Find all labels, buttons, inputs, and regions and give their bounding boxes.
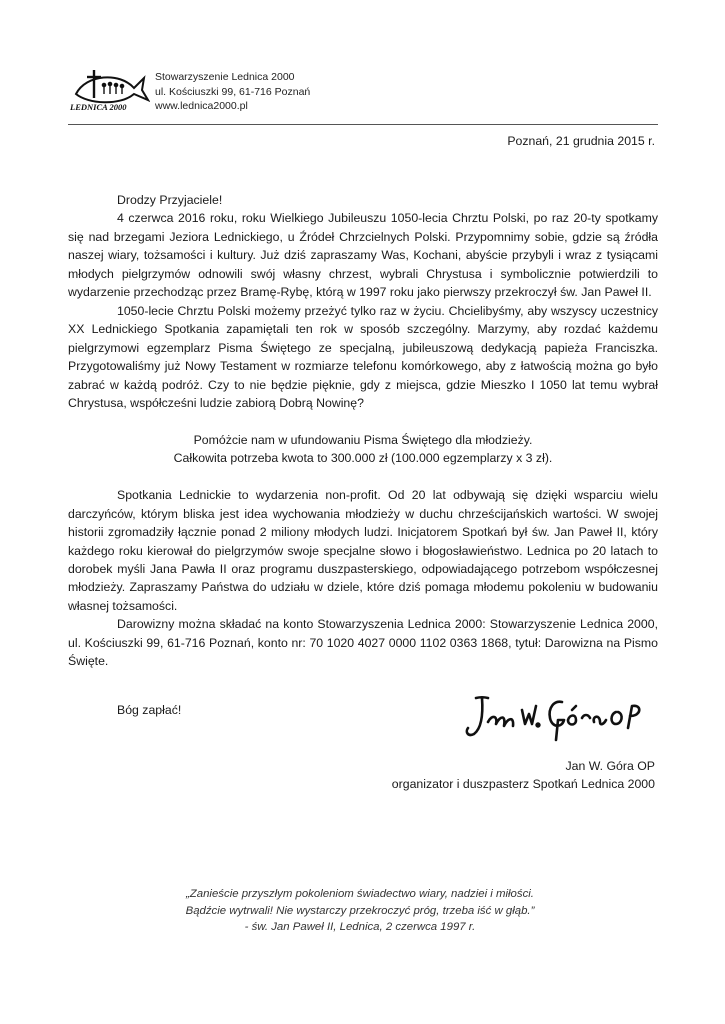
org-address: ul. Kościuszki 99, 61-716 Poznań (155, 85, 311, 98)
quote-line: Bądźcie wytrwali! Nie wystarczy przekroczyć próg, trzeba iść w głąb.” (185, 904, 535, 917)
footer-quote (110, 886, 610, 936)
letter-body (68, 191, 658, 671)
appeal-line: Pomóżcie nam w ufundowaniu Pisma Świętego dla młodzieży. (193, 432, 533, 447)
letter-date: Poznań, 21 grudnia 2015 r. (507, 134, 655, 148)
org-website[interactable]: www.lednica2000.pl (155, 100, 248, 112)
lednica-logo (68, 68, 150, 112)
header-divider (68, 124, 658, 125)
signer-name: Jan W. Góra OP (565, 759, 655, 773)
signer-block (392, 757, 655, 794)
logo-text: LEDNICA 2000 (70, 102, 127, 112)
appeal-line: Całkowita potrzeba kwota to 300.000 zł (100.000 egzemplarzy x 3 zł). (173, 451, 553, 466)
paragraph: Darowizny można składać na konto Stowarzyszenia Lednica 2000: Stowarzyszenie Lednica 2000, ul. Kościuszki 99, 61-716 Poznań, konto nr: 70 1020 4027 0000 1102 0363 1868, tytuł: Darowizna na Pismo Święte. (68, 617, 658, 669)
greeting: Drodzy Przyjaciele! (117, 193, 223, 207)
paragraph: 4 czerwca 2016 roku, roku Wielkiego Jubileuszu 1050-lecia Chrztu Polski, po raz 20-ty spotkamy się nad brzegami Jeziora Lednickiego, u Źródeł Chrzcielnych Polski. Przypomnimy sobie, gdzie są źródła naszej wiary, tożsamości i kultury. Już dziś zapraszamy Was, Kochani, abyście przybyli i wraz z tysiącami młodych pielgrzymów odnowili swój własny chrzest, wybrali Chrystusa i symbolicznie potwierdzili to wydarzenie przechodząc przez Bramę-Rybę, którą w 1997 roku jako pierwszy przekroczył św. Jan Paweł II. (68, 211, 658, 300)
signer-role: organizator i duszpasterz Spotkań Lednica 2000 (391, 777, 655, 792)
closing: Bóg zapłać! (117, 703, 182, 717)
paragraph: Spotkania Lednickie to wydarzenia non-profit. Od 20 lat odbywają się dzięki wsparciu wielu darczyńców, którym bliska jest idea wychowania młodzieży w duchu chrześcijańskich wartości. W swojej historii zgromadziły łącznie ponad 2 miliony młodych ludzi. Inicjatorem Spotkań był św. Jan Paweł II, który każdego roku kierował do pielgrzymów swoje specjalne słowo i błogosławieństwo. Lednica po 20 latach to dorobek myśli Jana Pawła II oraz programu duszpasterskiego, odpowiadającego potrzebom współczesnej młodzieży. Zapraszamy Państwa do udziału w dziele, które dziś pomaga młodemu pokoleniu w budowaniu własnej tożsamości. (68, 488, 658, 613)
quote-line: „Zanieście przyszłym pokoleniom świadectwo wiary, nadziei i miłości. (186, 888, 534, 900)
org-name: Stowarzyszenie Lednica 2000 (155, 71, 295, 83)
organization-info (155, 70, 310, 114)
handwritten-signature (458, 688, 648, 750)
quote-attribution: - św. Jan Paweł II, Lednica, 2 czerwca 1997 r. (244, 921, 476, 934)
paragraph: 1050-lecie Chrztu Polski możemy przeżyć tylko raz w życiu. Chcielibyśmy, aby wszyscy uczestnicy XX Lednickiego Spotkania zapamiętali ten rok w sposób szczególny. Marzymy, aby rozdać każdemu pielgrzymowi egzemplarz Pisma Świętego ze specjalną, jubileuszową dedykacją papieża Franciszka. Przygotowaliśmy już Nowy Testament w rozmiarze telefonu komórkowego, aby z łatwością można go było zabrać w każdą podróż. Czy to nie będzie pięknie, gdy z miejsca, gdzie Mieszko I 1050 lat temu wybrał Chrystusa, współcześni ludzie zabiorą Dobrą Nowinę? (68, 303, 658, 410)
letterhead (68, 68, 658, 120)
